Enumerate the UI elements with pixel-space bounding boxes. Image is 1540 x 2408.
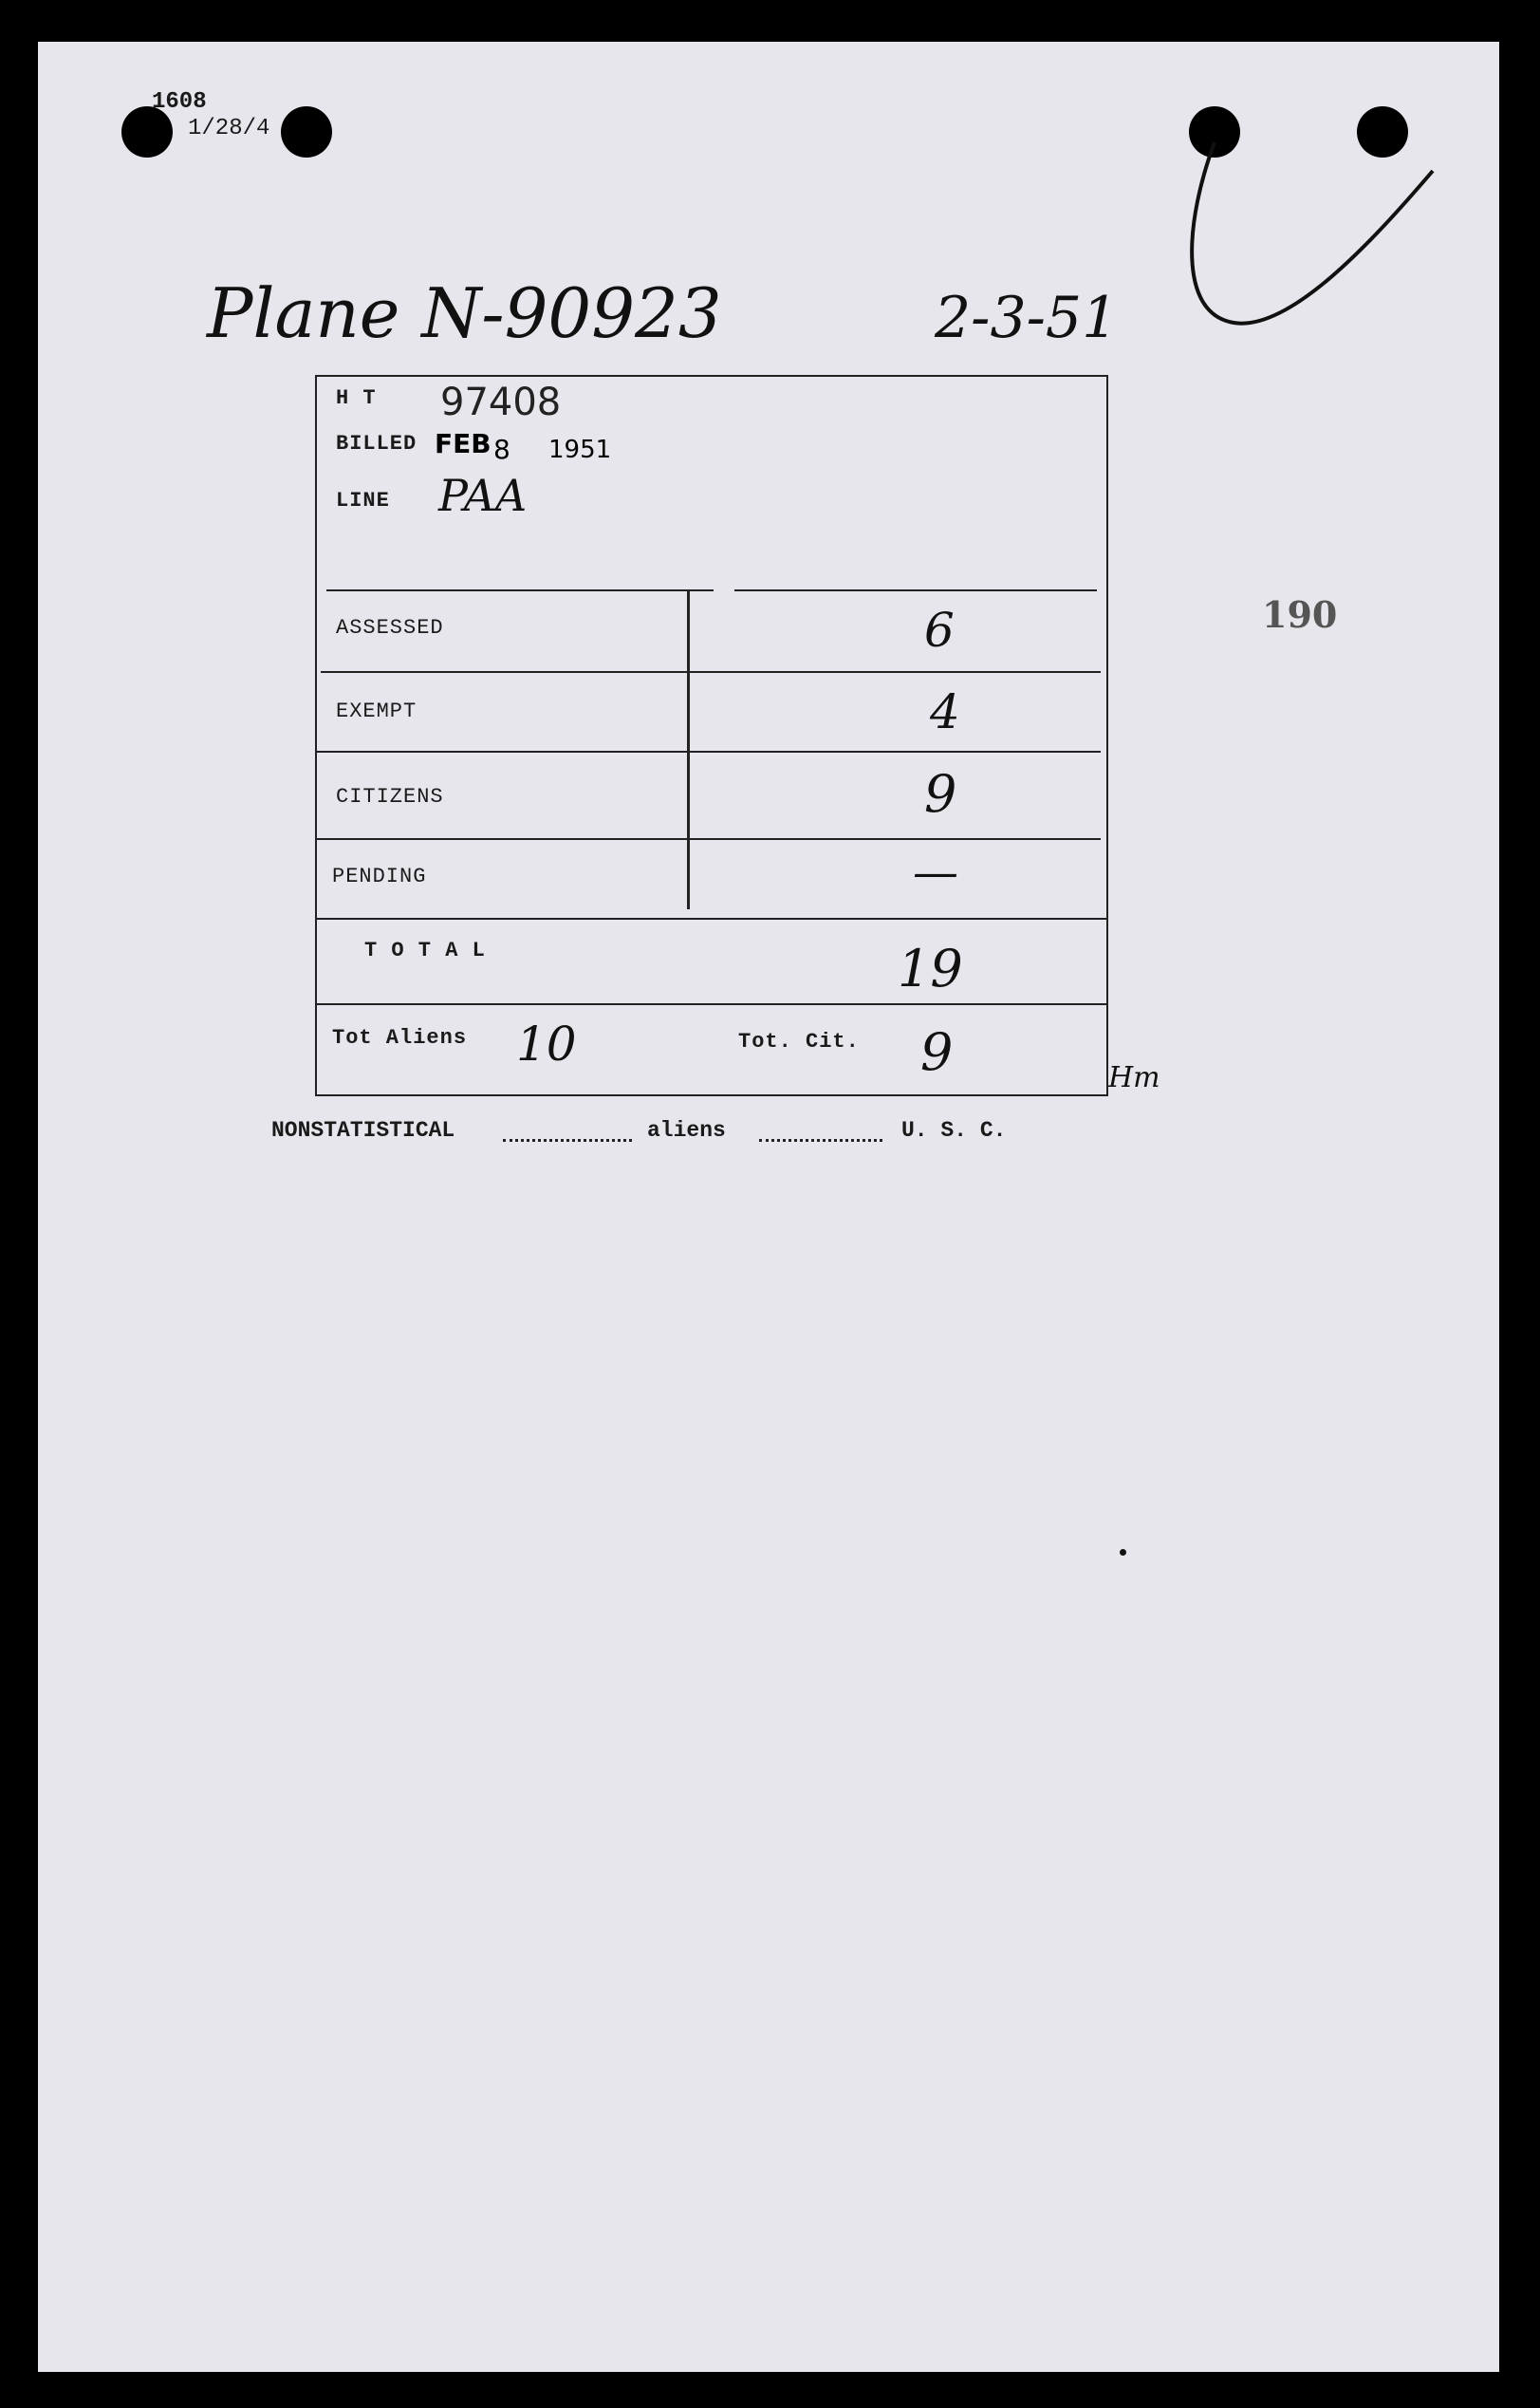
row-value-pending: — — [913, 846, 958, 899]
reference-date: 1/28/4 — [188, 116, 270, 141]
tot-aliens-label: Tot Aliens — [332, 1026, 468, 1050]
aliens-blank — [759, 1139, 882, 1142]
aliens-label: aliens — [647, 1118, 726, 1143]
ht-number: 97408 — [440, 381, 562, 424]
plane-label: Plane N-90923 — [207, 273, 722, 353]
initials: Hm — [1108, 1061, 1160, 1094]
divider-row-3 — [317, 838, 1101, 840]
divider-row-4 — [317, 918, 1108, 920]
total-label: T O T A L — [364, 939, 486, 962]
manifest-form — [315, 375, 1108, 1096]
nonstatistical-blank — [503, 1139, 632, 1142]
punch-hole-left-2 — [281, 106, 332, 158]
checkmark-icon — [1158, 133, 1442, 332]
reference-number: 1608 — [152, 89, 207, 115]
handwritten-date: 2-3-51 — [935, 285, 1119, 351]
row-label-assessed: ASSESSED — [336, 616, 444, 640]
tot-aliens-value: 10 — [516, 1017, 577, 1072]
total-value: 19 — [898, 939, 963, 999]
line-label: LINE — [336, 489, 390, 513]
row-value-exempt: 4 — [930, 684, 960, 739]
speck — [1120, 1549, 1126, 1556]
tot-cit-label: Tot. Cit. — [738, 1030, 860, 1054]
row-label-citizens: CITIZENS — [336, 785, 444, 809]
billed-label: BILLED — [336, 432, 417, 456]
divider-top — [326, 589, 714, 591]
billed-year: 1951 — [548, 436, 612, 464]
usc-label: U. S. C. — [901, 1118, 1007, 1143]
divider-row-5 — [317, 1003, 1108, 1005]
ht-label: H T — [336, 386, 377, 410]
row-value-citizens: 9 — [924, 764, 957, 824]
row-label-exempt: EXEMPT — [336, 700, 417, 723]
row-value-assessed: 6 — [924, 603, 955, 658]
page-number: 190 — [1262, 593, 1338, 636]
divider-row-1 — [321, 671, 1101, 673]
billed-day: 8 — [493, 434, 510, 465]
nonstatistical-label: NONSTATISTICAL — [271, 1118, 455, 1143]
divider-top-right — [734, 589, 1097, 591]
divider-row-2 — [317, 751, 1101, 753]
row-label-pending: PENDING — [332, 865, 427, 888]
billed-month: FEB — [435, 428, 492, 459]
tot-cit-value: 9 — [920, 1022, 954, 1082]
line-value: PAA — [438, 470, 528, 521]
